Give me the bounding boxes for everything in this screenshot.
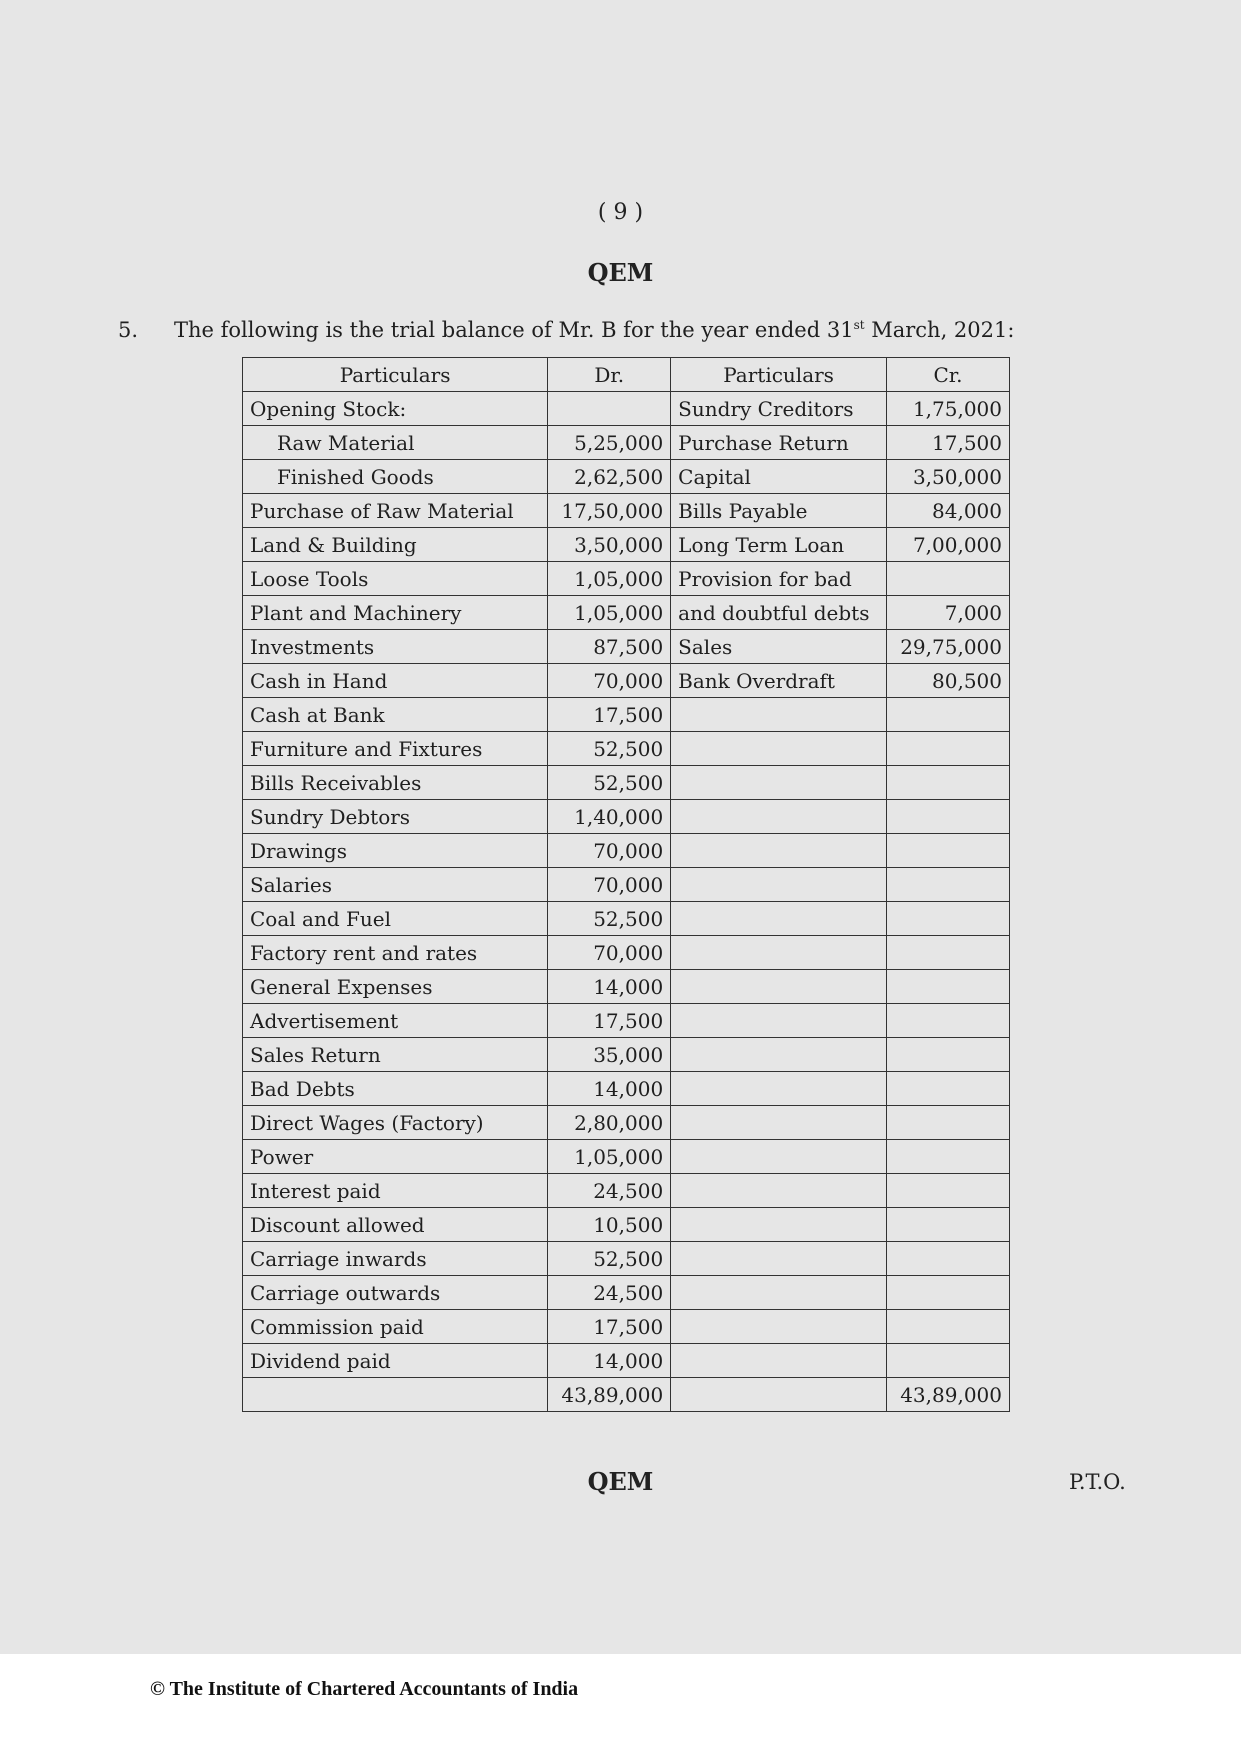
dr-amount-cell: 5,25,000 xyxy=(548,426,671,460)
cr-particular-cell xyxy=(671,936,887,970)
cr-amount-cell xyxy=(887,800,1010,834)
table-row xyxy=(243,834,1010,868)
dr-particular-cell: Discount allowed xyxy=(243,1208,548,1242)
cr-amount-cell: 7,000 xyxy=(887,596,1010,630)
question-text-after: March, 2021: xyxy=(864,318,1015,342)
dr-amount-cell: 1,05,000 xyxy=(548,562,671,596)
dr-particular-cell: Commission paid xyxy=(243,1310,548,1344)
question-number: 5. xyxy=(118,318,139,342)
table-row xyxy=(243,1276,1010,1310)
table-row xyxy=(243,392,1010,426)
dr-amount-cell: 35,000 xyxy=(548,1038,671,1072)
table-row xyxy=(243,970,1010,1004)
cr-particular-cell xyxy=(671,732,887,766)
dr-amount-cell: 52,500 xyxy=(548,902,671,936)
dr-amount-cell: 3,50,000 xyxy=(548,528,671,562)
table-row xyxy=(243,562,1010,596)
cr-particular-cell xyxy=(671,1038,887,1072)
cr-particular-cell xyxy=(671,1344,887,1378)
dr-particular-cell: Drawings xyxy=(243,834,548,868)
dr-amount-cell: 1,05,000 xyxy=(548,596,671,630)
cr-particular-cell xyxy=(671,1106,887,1140)
cr-particular-cell xyxy=(671,766,887,800)
dr-amount-cell: 24,500 xyxy=(548,1174,671,1208)
cr-amount-cell xyxy=(887,1106,1010,1140)
header-cr-particulars: Particulars xyxy=(671,358,887,392)
cr-particular-cell xyxy=(671,1174,887,1208)
dr-particular-cell: Interest paid xyxy=(243,1174,548,1208)
cr-particular-cell xyxy=(671,970,887,1004)
table-row xyxy=(243,1038,1010,1072)
cr-amount-cell xyxy=(887,698,1010,732)
dr-amount-cell: 24,500 xyxy=(548,1276,671,1310)
dr-particular-cell: Bad Debts xyxy=(243,1072,548,1106)
dr-particular-cell: Opening Stock: xyxy=(243,392,548,426)
table-header-row xyxy=(243,358,1010,392)
cr-amount-cell xyxy=(887,834,1010,868)
cr-particular-cell: Sales xyxy=(671,630,887,664)
cr-particular-cell xyxy=(671,698,887,732)
paper-code-bottom: QEM xyxy=(587,1467,654,1496)
cr-particular-cell: Bills Payable xyxy=(671,494,887,528)
dr-particular-cell: Bills Receivables xyxy=(243,766,548,800)
header-dr-particulars: Particulars xyxy=(243,358,548,392)
cr-particular-cell xyxy=(671,868,887,902)
page-number: ( 9 ) xyxy=(597,200,644,225)
cr-particular-cell xyxy=(671,1072,887,1106)
table-row xyxy=(243,1208,1010,1242)
cr-amount-cell xyxy=(887,1038,1010,1072)
dr-amount-cell: 1,40,000 xyxy=(548,800,671,834)
table-row xyxy=(243,1140,1010,1174)
dr-amount-cell: 87,500 xyxy=(548,630,671,664)
cr-amount-cell xyxy=(887,1242,1010,1276)
cr-amount-cell xyxy=(887,1140,1010,1174)
table-row xyxy=(243,460,1010,494)
cr-amount-cell xyxy=(887,936,1010,970)
table-row xyxy=(243,494,1010,528)
dr-particular-cell: Carriage inwards xyxy=(243,1242,548,1276)
table-row xyxy=(243,528,1010,562)
dr-particular-cell: Land & Building xyxy=(243,528,548,562)
trial-balance-table xyxy=(242,357,1010,1412)
dr-amount-cell: 14,000 xyxy=(548,970,671,1004)
header-dr-amount: Dr. xyxy=(548,358,671,392)
dr-particular-cell: Dividend paid xyxy=(243,1344,548,1378)
paper-code-top: QEM xyxy=(587,258,654,287)
table-row xyxy=(243,1106,1010,1140)
dr-amount-cell: 70,000 xyxy=(548,664,671,698)
table-row xyxy=(243,1242,1010,1276)
cr-amount-cell xyxy=(887,902,1010,936)
cr-particular-cell: Bank Overdraft xyxy=(671,664,887,698)
cr-particular-cell xyxy=(671,1140,887,1174)
cr-amount-cell xyxy=(887,1310,1010,1344)
dr-particular-cell: Cash in Hand xyxy=(243,664,548,698)
dr-particular-cell: Salaries xyxy=(243,868,548,902)
table-row xyxy=(243,426,1010,460)
dr-amount-cell: 10,500 xyxy=(548,1208,671,1242)
table-row xyxy=(243,1310,1010,1344)
dr-particular-cell: Raw Material xyxy=(243,426,548,460)
cr-particular-cell: Capital xyxy=(671,460,887,494)
dr-particular-cell: Sundry Debtors xyxy=(243,800,548,834)
question-text-before: The following is the trial balance of Mr. B for the year ended 31 xyxy=(174,318,854,342)
cr-amount-cell: 17,500 xyxy=(887,426,1010,460)
dr-amount-cell xyxy=(548,392,671,426)
header-cr-amount: Cr. xyxy=(887,358,1010,392)
cr-amount-cell xyxy=(887,1072,1010,1106)
dr-particular-cell: Loose Tools xyxy=(243,562,548,596)
cr-particular-cell xyxy=(671,902,887,936)
table-row xyxy=(243,1344,1010,1378)
table-row xyxy=(243,1004,1010,1038)
dr-particular-cell: Carriage outwards xyxy=(243,1276,548,1310)
pto-label: P.T.O. xyxy=(1069,1470,1126,1494)
table-body xyxy=(243,392,1010,1378)
cr-amount-cell xyxy=(887,1174,1010,1208)
dr-particular-cell: Power xyxy=(243,1140,548,1174)
dr-amount-cell: 17,500 xyxy=(548,1310,671,1344)
cr-amount-cell xyxy=(887,1344,1010,1378)
dr-amount-cell: 2,80,000 xyxy=(548,1106,671,1140)
total-cr-amount: 43,89,000 xyxy=(887,1378,1010,1412)
table-row xyxy=(243,732,1010,766)
dr-amount-cell: 70,000 xyxy=(548,834,671,868)
table-row xyxy=(243,1174,1010,1208)
dr-amount-cell: 14,000 xyxy=(548,1344,671,1378)
dr-particular-cell: Finished Goods xyxy=(243,460,548,494)
table-row xyxy=(243,868,1010,902)
question-superscript: st xyxy=(853,318,865,332)
dr-particular-cell: Factory rent and rates xyxy=(243,936,548,970)
table-row xyxy=(243,800,1010,834)
cr-amount-cell: 29,75,000 xyxy=(887,630,1010,664)
cr-amount-cell xyxy=(887,868,1010,902)
cr-particular-cell xyxy=(671,1004,887,1038)
cr-particular-cell: and doubtful debts xyxy=(671,596,887,630)
table-row xyxy=(243,630,1010,664)
dr-particular-cell: Sales Return xyxy=(243,1038,548,1072)
question-5 xyxy=(118,318,1014,342)
cr-amount-cell xyxy=(887,562,1010,596)
dr-amount-cell: 17,500 xyxy=(548,698,671,732)
cr-amount-cell xyxy=(887,1208,1010,1242)
dr-particular-cell: Furniture and Fixtures xyxy=(243,732,548,766)
dr-amount-cell: 52,500 xyxy=(548,732,671,766)
cr-amount-cell xyxy=(887,1276,1010,1310)
cr-amount-cell: 80,500 xyxy=(887,664,1010,698)
cr-amount-cell: 84,000 xyxy=(887,494,1010,528)
table-row xyxy=(243,902,1010,936)
table-row xyxy=(243,1072,1010,1106)
table-row xyxy=(243,766,1010,800)
dr-amount-cell: 70,000 xyxy=(548,936,671,970)
cr-amount-cell: 7,00,000 xyxy=(887,528,1010,562)
table-total-row xyxy=(243,1378,1010,1412)
dr-amount-cell: 70,000 xyxy=(548,868,671,902)
dr-particular-cell: Coal and Fuel xyxy=(243,902,548,936)
dr-particular-cell: Advertisement xyxy=(243,1004,548,1038)
cr-amount-cell xyxy=(887,766,1010,800)
cr-particular-cell xyxy=(671,1310,887,1344)
cr-particular-cell xyxy=(671,834,887,868)
cr-amount-cell xyxy=(887,1004,1010,1038)
dr-particular-cell: Cash at Bank xyxy=(243,698,548,732)
table-row xyxy=(243,936,1010,970)
cr-amount-cell xyxy=(887,732,1010,766)
table-row xyxy=(243,664,1010,698)
copyright-footer: © The Institute of Chartered Accountants of India xyxy=(150,1678,579,1700)
dr-particular-cell: Plant and Machinery xyxy=(243,596,548,630)
total-dr-label xyxy=(243,1378,548,1412)
dr-amount-cell: 14,000 xyxy=(548,1072,671,1106)
total-cr-label xyxy=(671,1378,887,1412)
dr-amount-cell: 17,500 xyxy=(548,1004,671,1038)
cr-particular-cell: Sundry Creditors xyxy=(671,392,887,426)
dr-amount-cell: 1,05,000 xyxy=(548,1140,671,1174)
dr-particular-cell: Investments xyxy=(243,630,548,664)
dr-particular-cell: Purchase of Raw Material xyxy=(243,494,548,528)
dr-amount-cell: 2,62,500 xyxy=(548,460,671,494)
cr-particular-cell xyxy=(671,1276,887,1310)
table-row xyxy=(243,596,1010,630)
cr-particular-cell xyxy=(671,1208,887,1242)
dr-particular-cell: Direct Wages (Factory) xyxy=(243,1106,548,1140)
cr-amount-cell xyxy=(887,970,1010,1004)
dr-amount-cell: 17,50,000 xyxy=(548,494,671,528)
table-row xyxy=(243,698,1010,732)
cr-particular-cell: Long Term Loan xyxy=(671,528,887,562)
dr-amount-cell: 52,500 xyxy=(548,1242,671,1276)
cr-amount-cell: 1,75,000 xyxy=(887,392,1010,426)
cr-particular-cell: Provision for bad xyxy=(671,562,887,596)
cr-particular-cell xyxy=(671,800,887,834)
cr-amount-cell: 3,50,000 xyxy=(887,460,1010,494)
cr-particular-cell: Purchase Return xyxy=(671,426,887,460)
total-dr-amount: 43,89,000 xyxy=(548,1378,671,1412)
cr-particular-cell xyxy=(671,1242,887,1276)
dr-amount-cell: 52,500 xyxy=(548,766,671,800)
dr-particular-cell: General Expenses xyxy=(243,970,548,1004)
